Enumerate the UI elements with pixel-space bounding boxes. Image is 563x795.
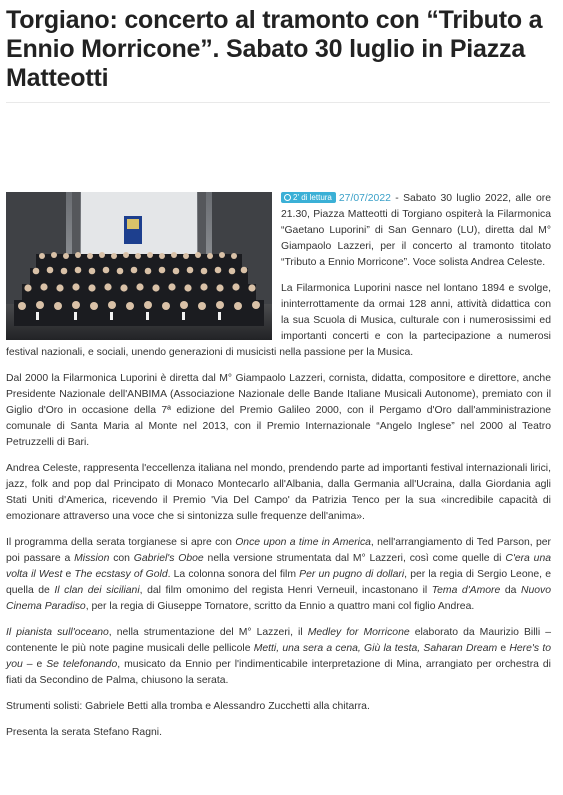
reading-time: 2' di lettura	[293, 193, 332, 202]
publish-date: 27/07/2022	[338, 193, 391, 204]
title-divider	[6, 102, 550, 103]
paragraph-program-end: Il pianista sull'oceano, nella strumentazione del M° Lazzeri, il Medley for Morricone elaborato da Maurizio Billi – contenente le più note pagine musicali delle pellicole Metti, una sera a cena, Giù la testa, Saharan Dream e Here's to you – e Se telefonando, musicato da Ennio per l'indimenticabile interpretazione di Mina, arrangiato per orchestra di fiati da Secondino de Palma, chiusono la serata.	[6, 627, 551, 686]
paragraph-presenter: Presenta la serata Stefano Ragni.	[6, 727, 162, 738]
clock-icon	[284, 194, 291, 201]
paragraph-program: Il programma della serata torgianese si apre con Once upon a time in America, nell'arrangiamento di Ted Parson, per poi passare a Mission con Gabriel's Oboe nella versione strumentata dal M° Lazzeri, così come quelle di C'era una volta il West e The ecstasy of Gold. La colonna sonora del film Per un pugno di dollari, per la regia di Sergio Leone, e quella de Il clan dei siciliani, dal film omonimo del regista Henri Verneuil, incastonano il Tema d'Amore da Nuovo Cinema Paradiso, per la regia di Giuseppe Tornatore, scritto da Ennio a quattro mani col figlio Andrea.	[6, 537, 552, 612]
article-body	[6, 191, 551, 751]
paragraph-soloist: Andrea Celeste, rappresenta l'eccellenza italiana nel mondo, prendendo parte ad importanti festival internazionali lirici, jazz, folk and pop dal Principato di Monaco Montecarlo all'Albania, dalla Germania all'Ucraina, dalla Giordania agli Stati Uniti d'America, ricevendo il Premio 'Via Del Campo' da Patrizia Tenco per la sua «incredibile capacità di emozionare attraverso una voce che si sintonizza sulle frequenze dell'anima».	[6, 463, 551, 522]
article-photo	[6, 192, 272, 340]
paragraph-director: Dal 2000 la Filarmonica Luporini è diretta dal M° Giampaolo Lazzeri, cornista, didatta, compositore e direttore, anche Presidente Nazionale dell'ANBIMA (Associazione Nazionale delle Bande Italiane Musicali Autonome), premiato con il Giglio d'Oro in occasione della 7ª edizione del Premio Galileo 2000, con il Pergamo d'Oro dall'amministrazione comunale di Santa Maria al Monte nel 2013, con il Premio Internazionale “Angelo Inglese” nel 2000 al Teatro Petruzzelli di Bari.	[6, 373, 551, 448]
paragraph-solo-instruments: Strumenti solisti: Gabriele Betti alla tromba e Alessandro Zucchetti alla chitarra.	[6, 701, 370, 712]
reading-time-badge	[281, 192, 336, 203]
paragraph-history: La Filarmonica Luporini nasce nel lontano 1894 e svolge, ininterrottamente da ormai 128 anni, attività didattica con la sua Scuola di Musica, culturale con i numerosissimi ed importanti concerti e con la partecipazione a numerosi festival nazionali, e sociali, unendo generazioni di musicisti nella passione per la Musica.	[6, 283, 551, 358]
paragraph-intro-text: - Sabato 30 luglio 2022, alle ore 21.30, Piazza Matteotti di Torgiano ospiterà la Filarmonica “Gaetano Luporini” di San Gennaro (LU), diretta dal M° Giampaolo Lazzeri, per il concerto al tramonto titolato “Tributo a Ennio Morricone”. Voce solista Andrea Celeste.	[281, 193, 551, 268]
article-title: Torgiano: concerto al tramonto con “Tributo a Ennio Morricone”. Sabato 30 luglio in Piazza Matteotti	[6, 6, 543, 92]
